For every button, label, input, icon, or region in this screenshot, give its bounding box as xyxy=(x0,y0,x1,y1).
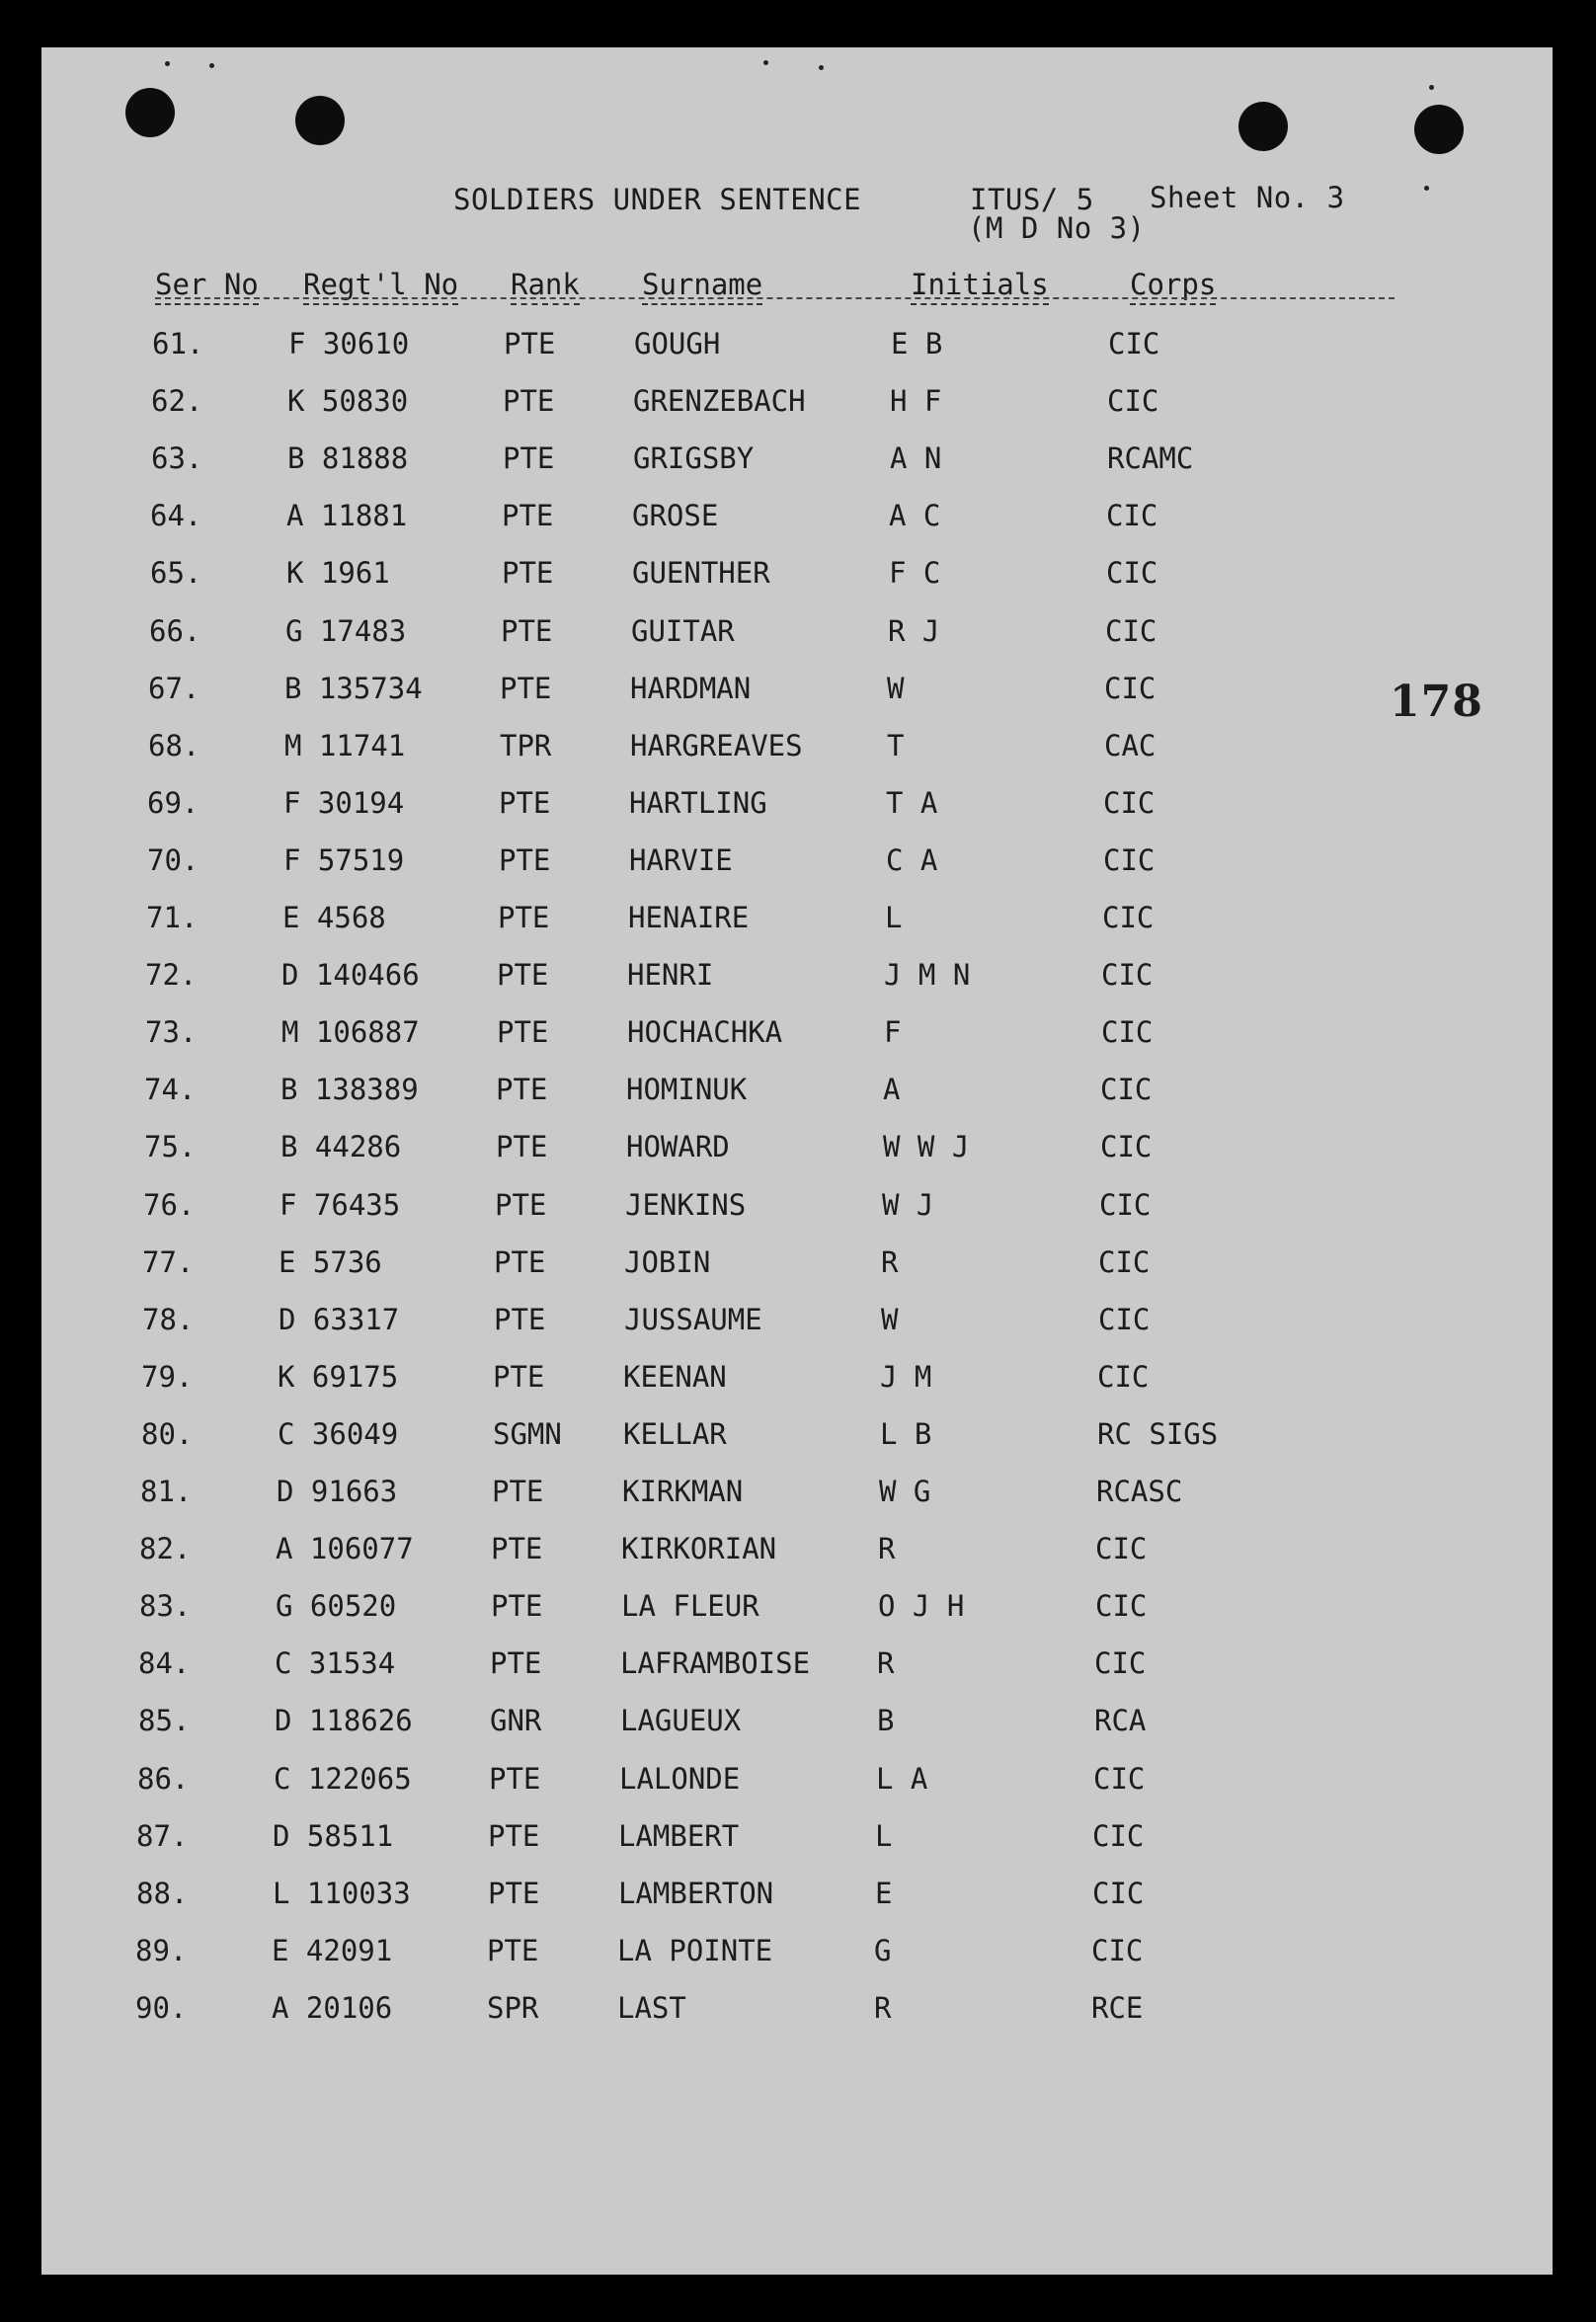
cell-ser-no: 79. xyxy=(141,1359,194,1394)
cell-corps: RCASC xyxy=(1096,1475,1183,1508)
cell-rank: GNR xyxy=(490,1704,542,1738)
cell-initials: L xyxy=(885,901,903,934)
speck xyxy=(819,65,824,70)
speck xyxy=(1429,85,1434,90)
cell-surname: LA FLEUR xyxy=(621,1589,759,1624)
cell-regt-no: A 106077 xyxy=(276,1532,414,1566)
cell-rank: PTE xyxy=(496,1073,548,1107)
cell-surname: LAST xyxy=(617,1990,686,2025)
table-row xyxy=(41,1589,1553,1646)
sheet-number: Sheet No. 3 xyxy=(1150,181,1345,214)
speck xyxy=(763,60,768,65)
cell-regt-no: B 44286 xyxy=(280,1130,402,1164)
table-row xyxy=(41,1762,1553,1819)
cell-corps: RCA xyxy=(1094,1704,1147,1738)
cell-ser-no: 77. xyxy=(142,1244,195,1279)
cell-regt-no: C 31534 xyxy=(275,1646,396,1681)
cell-corps: CIC xyxy=(1101,958,1154,993)
table-row xyxy=(41,1934,1553,1991)
cell-initials: W xyxy=(881,1302,899,1336)
cell-rank: PTE xyxy=(491,1532,543,1566)
cell-corps: CIC xyxy=(1091,1933,1144,1967)
cell-corps: CIC xyxy=(1101,1015,1154,1050)
table-row xyxy=(41,499,1553,556)
cell-initials: C A xyxy=(886,842,938,877)
punch-hole xyxy=(295,96,345,145)
cell-corps: CIC xyxy=(1103,842,1156,877)
cell-surname: LAFRAMBOISE xyxy=(620,1646,811,1681)
cell-surname: GRENZEBACH xyxy=(633,384,806,419)
table-row xyxy=(41,729,1553,786)
cell-regt-no: D 91663 xyxy=(277,1475,398,1508)
speck xyxy=(1424,186,1429,191)
cell-initials: A N xyxy=(890,441,942,476)
cell-surname: LAGUEUX xyxy=(620,1704,742,1738)
table-row xyxy=(41,1704,1553,1761)
cell-ser-no: 66. xyxy=(149,613,201,648)
table-row xyxy=(41,1303,1553,1360)
cell-surname: GUITAR xyxy=(631,613,735,648)
cell-initials: O J H xyxy=(878,1589,965,1624)
cell-initials: W W J xyxy=(883,1130,970,1164)
cell-initials: A C xyxy=(889,499,941,533)
cell-corps: CIC xyxy=(1106,556,1158,591)
column-header-ser-no: Ser No xyxy=(155,268,259,305)
cell-surname: GRIGSBY xyxy=(633,441,755,476)
cell-corps: CIC xyxy=(1099,1187,1152,1222)
table-row xyxy=(41,1877,1553,1934)
cell-corps: CIC xyxy=(1095,1532,1148,1566)
cell-corps: CIC xyxy=(1098,1302,1151,1336)
table-row xyxy=(41,1417,1553,1475)
cell-rank: PTE xyxy=(497,958,549,993)
cell-rank: PTE xyxy=(499,842,551,877)
cell-corps: RC SIGS xyxy=(1097,1416,1219,1451)
table-row xyxy=(41,1532,1553,1589)
cell-ser-no: 64. xyxy=(150,499,202,533)
cell-surname: HENAIRE xyxy=(628,901,750,934)
cell-initials: H F xyxy=(890,384,942,419)
column-header-corps: Corps xyxy=(1130,268,1216,305)
cell-surname: HARTLING xyxy=(629,785,767,820)
cell-rank: PTE xyxy=(488,1818,540,1853)
cell-surname: HARDMAN xyxy=(630,671,752,705)
document-page xyxy=(41,47,1553,2275)
cell-ser-no: 74. xyxy=(144,1073,197,1107)
cell-ser-no: 75. xyxy=(144,1130,197,1164)
cell-initials: T A xyxy=(886,785,938,820)
column-header-initials: Initials xyxy=(911,268,1049,305)
cell-rank: PTE xyxy=(502,499,554,533)
table-row xyxy=(41,1245,1553,1303)
cell-initials: R J xyxy=(888,613,940,648)
cell-rank: PTE xyxy=(503,441,555,476)
cell-initials: W xyxy=(887,671,905,705)
cell-ser-no: 85. xyxy=(138,1704,191,1738)
cell-ser-no: 69. xyxy=(147,785,200,820)
cell-ser-no: 84. xyxy=(138,1646,191,1681)
cell-rank: PTE xyxy=(487,1933,539,1967)
cell-regt-no: K 1961 xyxy=(286,556,390,591)
cell-corps: CIC xyxy=(1104,671,1157,705)
punch-hole xyxy=(1238,102,1288,151)
cell-regt-no: B 135734 xyxy=(284,671,423,705)
cell-ser-no: 88. xyxy=(136,1876,189,1910)
cell-rank: SGMN xyxy=(493,1416,562,1451)
cell-ser-no: 78. xyxy=(142,1302,195,1336)
cell-rank: PTE xyxy=(502,556,554,591)
table-row xyxy=(41,327,1553,384)
cell-rank: PTE xyxy=(498,901,550,934)
table-row xyxy=(41,384,1553,441)
table-row xyxy=(41,786,1553,843)
cell-initials: A xyxy=(883,1073,901,1107)
table-row xyxy=(41,614,1553,672)
table-row xyxy=(41,843,1553,901)
cell-surname: LAMBERTON xyxy=(618,1876,774,1910)
cell-regt-no: F 57519 xyxy=(283,842,405,877)
cell-surname: LA POINTE xyxy=(617,1933,773,1967)
cell-initials: R xyxy=(874,1990,892,2025)
table-row xyxy=(41,672,1553,729)
cell-rank: PTE xyxy=(499,785,551,820)
table-row xyxy=(41,1073,1553,1130)
cell-corps: RCAMC xyxy=(1107,441,1194,476)
cell-surname: HOWARD xyxy=(626,1130,730,1164)
cell-ser-no: 70. xyxy=(147,842,200,877)
cell-regt-no: A 11881 xyxy=(286,499,408,533)
cell-regt-no: M 106887 xyxy=(281,1015,420,1050)
cell-regt-no: C 122065 xyxy=(274,1761,412,1796)
column-header-surname: Surname xyxy=(642,268,762,305)
cell-corps: CIC xyxy=(1108,327,1160,360)
cell-corps: CIC xyxy=(1092,1818,1145,1853)
cell-surname: GOUGH xyxy=(634,327,721,360)
cell-corps: CIC xyxy=(1095,1589,1148,1624)
cell-ser-no: 68. xyxy=(148,728,200,762)
cell-rank: PTE xyxy=(494,1244,546,1279)
cell-regt-no: E 5736 xyxy=(279,1244,382,1279)
table-row xyxy=(41,958,1553,1015)
table-row xyxy=(41,1015,1553,1073)
header-rule xyxy=(155,297,1395,299)
cell-regt-no: K 50830 xyxy=(287,384,409,419)
cell-ser-no: 86. xyxy=(137,1761,190,1796)
speck xyxy=(165,61,170,66)
cell-ser-no: 67. xyxy=(148,671,200,705)
cell-corps: CIC xyxy=(1098,1244,1151,1279)
cell-initials: J M N xyxy=(884,958,971,993)
cell-corps: CIC xyxy=(1097,1359,1150,1394)
cell-regt-no: D 118626 xyxy=(275,1704,413,1738)
cell-surname: KIRKORIAN xyxy=(621,1532,777,1566)
cell-regt-no: B 81888 xyxy=(287,441,409,476)
cell-corps: CIC xyxy=(1100,1073,1153,1107)
cell-ser-no: 83. xyxy=(139,1589,192,1624)
margin-page-number: 178 xyxy=(1390,677,1483,727)
cell-corps: CIC xyxy=(1100,1130,1153,1164)
cell-initials: R xyxy=(877,1646,895,1681)
cell-initials: L A xyxy=(876,1761,928,1796)
cell-initials: W G xyxy=(879,1475,931,1508)
cell-surname: HARGREAVES xyxy=(630,728,803,762)
cell-ser-no: 80. xyxy=(141,1416,194,1451)
cell-regt-no: B 138389 xyxy=(280,1073,419,1107)
cell-regt-no: F 76435 xyxy=(279,1187,401,1222)
document-title: SOLDIERS UNDER SENTENCE xyxy=(453,183,862,216)
cell-ser-no: 82. xyxy=(139,1532,192,1566)
cell-ser-no: 81. xyxy=(140,1475,193,1508)
cell-regt-no: D 63317 xyxy=(279,1302,400,1336)
cell-surname: HARVIE xyxy=(629,842,733,877)
cell-rank: PTE xyxy=(493,1359,545,1394)
cell-corps: CIC xyxy=(1094,1646,1147,1681)
cell-initials: E B xyxy=(891,327,943,360)
cell-corps: CIC xyxy=(1105,613,1157,648)
cell-rank: PTE xyxy=(488,1876,540,1910)
cell-corps: CIC xyxy=(1106,499,1158,533)
cell-corps: CIC xyxy=(1093,1761,1146,1796)
cell-ser-no: 71. xyxy=(146,901,199,934)
cell-surname: KELLAR xyxy=(623,1416,727,1451)
cell-rank: PTE xyxy=(504,327,556,360)
cell-initials: F C xyxy=(889,556,941,591)
cell-regt-no: G 60520 xyxy=(276,1589,397,1624)
cell-initials: T xyxy=(887,728,905,762)
punch-hole xyxy=(1414,105,1464,154)
cell-corps: CIC xyxy=(1107,384,1159,419)
cell-rank: SPR xyxy=(487,1990,539,2025)
cell-initials: E xyxy=(875,1876,893,1910)
cell-ser-no: 73. xyxy=(145,1015,198,1050)
table-row xyxy=(41,1188,1553,1245)
cell-ser-no: 65. xyxy=(150,556,202,591)
cell-corps: CIC xyxy=(1092,1876,1145,1910)
cell-corps: CIC xyxy=(1102,901,1155,934)
cell-rank: PTE xyxy=(490,1646,542,1681)
cell-corps: CIC xyxy=(1103,785,1156,820)
cell-surname: KEENAN xyxy=(623,1359,727,1394)
cell-corps: RCE xyxy=(1091,1990,1144,2025)
cell-ser-no: 72. xyxy=(145,958,198,993)
cell-rank: PTE xyxy=(494,1302,546,1336)
cell-initials: W J xyxy=(882,1187,934,1222)
table-row xyxy=(41,1360,1553,1417)
cell-ser-no: 63. xyxy=(151,441,203,476)
cell-ser-no: 61. xyxy=(152,327,204,360)
cell-surname: JOBIN xyxy=(624,1244,711,1279)
cell-surname: JENKINS xyxy=(625,1187,747,1222)
cell-rank: PTE xyxy=(500,671,552,705)
cell-ser-no: 76. xyxy=(143,1187,196,1222)
cell-rank: PTE xyxy=(489,1761,541,1796)
cell-corps: CAC xyxy=(1104,728,1157,762)
cell-regt-no: D 58511 xyxy=(273,1818,394,1853)
document-reference: ITUS/ 5 xyxy=(970,183,1094,216)
cell-rank: TPR xyxy=(500,728,552,762)
cell-regt-no: D 140466 xyxy=(281,958,420,993)
cell-rank: PTE xyxy=(491,1589,543,1624)
cell-regt-no: F 30194 xyxy=(283,785,405,820)
cell-surname: GUENTHER xyxy=(632,556,770,591)
cell-regt-no: L 110033 xyxy=(273,1876,411,1910)
cell-initials: L B xyxy=(880,1416,932,1451)
cell-rank: PTE xyxy=(492,1475,544,1508)
column-header-rank: Rank xyxy=(511,268,580,305)
table-row xyxy=(41,1819,1553,1877)
cell-surname: HENRI xyxy=(627,958,714,993)
cell-surname: KIRKMAN xyxy=(622,1475,744,1508)
cell-ser-no: 89. xyxy=(135,1933,188,1967)
cell-surname: HOMINUK xyxy=(626,1073,748,1107)
table-row xyxy=(41,1130,1553,1187)
cell-ser-no: 90. xyxy=(135,1990,188,2025)
table-row xyxy=(41,1646,1553,1704)
cell-initials: R xyxy=(878,1532,896,1566)
cell-ser-no: 87. xyxy=(136,1818,189,1853)
cell-rank: PTE xyxy=(495,1187,547,1222)
cell-surname: LALONDE xyxy=(619,1761,741,1796)
cell-initials: B xyxy=(877,1704,895,1738)
punch-hole xyxy=(125,88,175,137)
cell-regt-no: C 36049 xyxy=(278,1416,399,1451)
column-header-regt-no: Regt'l No xyxy=(303,268,458,305)
cell-regt-no: G 17483 xyxy=(285,613,407,648)
cell-regt-no: A 20106 xyxy=(272,1990,393,2025)
cell-rank: PTE xyxy=(497,1015,549,1050)
table-row xyxy=(41,901,1553,958)
cell-surname: HOCHACHKA xyxy=(627,1015,783,1050)
cell-surname: GROSE xyxy=(632,499,719,533)
cell-regt-no: E 42091 xyxy=(272,1933,393,1967)
cell-surname: LAMBERT xyxy=(618,1818,740,1853)
table-row xyxy=(41,441,1553,499)
district-label: (M D No 3) xyxy=(968,211,1146,245)
table-row xyxy=(41,1991,1553,2048)
cell-initials: F xyxy=(884,1015,902,1050)
table-row xyxy=(41,556,1553,613)
cell-ser-no: 62. xyxy=(151,384,203,419)
cell-regt-no: F 30610 xyxy=(288,327,410,360)
speck xyxy=(209,63,214,68)
cell-rank: PTE xyxy=(501,613,553,648)
cell-rank: PTE xyxy=(503,384,555,419)
cell-initials: G xyxy=(874,1933,892,1967)
table-row xyxy=(41,1475,1553,1532)
cell-regt-no: E 4568 xyxy=(282,901,386,934)
cell-initials: R xyxy=(881,1244,899,1279)
cell-rank: PTE xyxy=(496,1130,548,1164)
cell-surname: JUSSAUME xyxy=(624,1302,762,1336)
cell-regt-no: K 69175 xyxy=(278,1359,399,1394)
cell-regt-no: M 11741 xyxy=(284,728,406,762)
cell-initials: J M xyxy=(880,1359,932,1394)
cell-initials: L xyxy=(875,1818,893,1853)
